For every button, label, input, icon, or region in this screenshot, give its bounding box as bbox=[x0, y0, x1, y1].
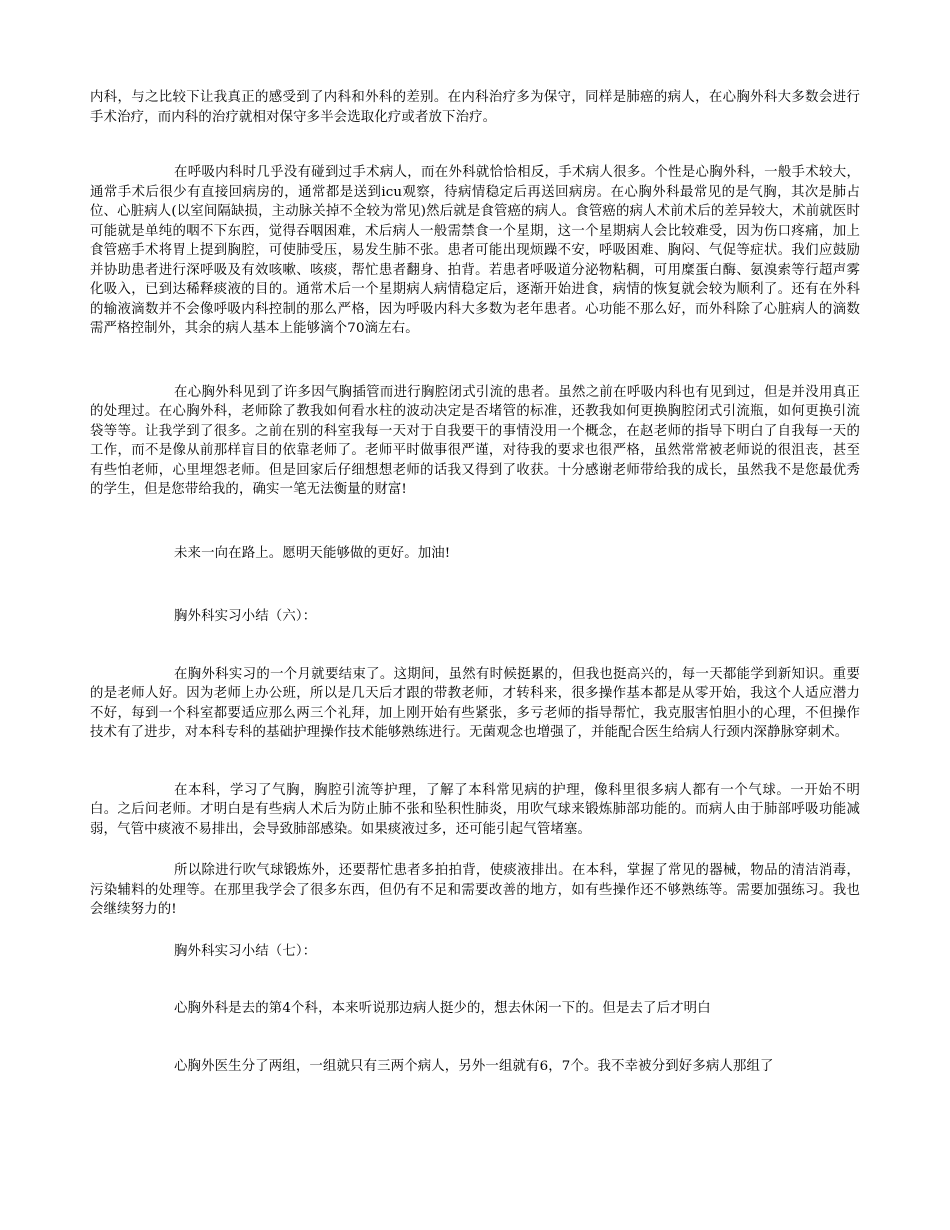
paragraph-future: 未来一向在路上。愿明天能够做的更好。加油! bbox=[174, 545, 451, 561]
paragraph-doctor-groups: 心胸外医生分了两组，一组就只有三两个病人，另外一组就有6，7个。我不幸被分到好多病人那组了 bbox=[174, 1058, 774, 1074]
paragraph-pat-back: 所以除进行吹气球锻炼外，还要帮忙患者多拍拍背，使痰液排出。在本科，掌握了常见的器械，物品的清洁消毒，污染辅料的处理等。在那里我学会了很多东西，但仍有不足和需要改善的地方，如有些操作还不够熟练等。需要加强练习。我也会继续努力的! bbox=[90, 863, 860, 917]
paragraph-fourth-department: 心胸外科是去的第4个科，本来听说那边病人挺少的，想去休闲一下的。但是去了后才明白 bbox=[174, 1001, 711, 1016]
paragraph-balloon-exercise: 在本科，学习了气胸，胸腔引流等护理，了解了本科常见病的护理，像科里很多病人都有一个气球。一开始不明白。之后问老师。才明白是有些病人术后为防止肺不张和坠积性肺炎，用吹气球来锻炼肺部功能的。而病人由于肺部呼吸功能减弱，气管中痰液不易排出，会导致肺部感染。如果痰液过多，还可能引起气管堵塞。 bbox=[90, 782, 860, 837]
paragraph-chest-drainage: 在心胸外科见到了许多因气胸插管而进行胸腔闭式引流的患者。虽然之前在呼吸内科也有见到过，但是并没用真正的处理过。在心胸外科，老师除了教我如何看水柱的波动决定是否堵管的标准，还教我如何更换胸腔闭式引流瓶，如何更换引流袋等等。让我学到了很多。之前在别的科室我每一天对于自我要干的事情没用一个概念，在赵老师的指导下明白了自我每一天的工作，而不是像从前那样盲目的依靠老师了。老师平时做事很严谨，对待我的要求也很严格，虽然常常被老师说的很沮丧，甚至有些怕老师，心里埋怨老师。但是回家后仔细想想老师的话我又得到了收获。十分感谢老师带给我的成长，虽然我不是您最优秀的学生，但是您带给我的，确实一笔无法衡量的财富! bbox=[90, 384, 860, 497]
section-heading-summary-7: 胸外科实习小结（七）： bbox=[174, 943, 317, 959]
paragraph-surgery-patients: 在呼吸内科时几乎没有碰到过手术病人，而在外科就恰恰相反，手术病人很多。个性是心胸外科，一般手术较大，通常手术后很少有直接回病房的，通常都是送到icu观察，待病情稳定后再送回病房。在心胸外科最常见的是气胸，其次是肺占位、心脏病人(以室间隔缺损，主动脉关掉不全较为常见)然后就是食管癌的病人。食管癌的病人术前术后的差异较大，术前就医时可能就是单纯的咽不下东西，觉得吞咽困难，术后病人一般需禁食一个星期，这一个星期病人会比较难受，因为伤口疼痛，加上食管癌手术将胃上提到胸腔，可使肺受压，易发生肺不张。患者可能出现烦躁不安，呼吸困难、胸闷、气促等症状。我们应鼓励并协助患者进行深呼吸及有效咳嗽、咳痰，帮忙患者翻身、拍背。若患者呼吸道分泌物粘稠，可用糜蛋白酶、氨溴索等行超声雾化吸入，已到达稀释痰液的目的。通常术后一个星期病人病情稳定后，逐渐开始进食，病情的恢复就会较为顺利了。还有在外科的输液滴数并不会像呼吸内科控制的那么严格，因为呼吸内科大多数为老年患者。心功能不那么好，而外科除了心脏病人的滴数需严格控制外，其余的病人基本上能够滴个70滴左右。 bbox=[90, 165, 860, 336]
document-page bbox=[90, 88, 860, 1076]
paragraph-intro-continuation: 内科，与之比较下让我真正的感受到了内科和外科的差别。在内科治疗多为保守，同样是肺癌的病人，在心胸外科大多数会进行手术治疗，而内科的治疗就相对保守多半会选取化疗或者放下治疗。 bbox=[90, 90, 860, 125]
section-heading-summary-6: 胸外科实习小结（六）： bbox=[174, 609, 317, 624]
paragraph-internship-month: 在胸外科实习的一个月就要结束了。这期间，虽然有时候挺累的，但我也挺高兴的，每一天都能学到新知识。重要的是老师人好。因为老师上办公班，所以是几天后才跟的带教老师，才转科来，很多操作基本都是从零开始，我这个人适应潜力不好，每到一个科室都要适应那么两三个礼拜，加上刚开始有些紧张，多亏老师的指导帮忙，我克服害怕胆小的心理，不但操作技术有了进步，对本科专科的基础护理操作技术能够熟练进行。无菌观念也增强了，并能配合医生给病人行颈内深静脉穿刺术。 bbox=[90, 666, 860, 740]
